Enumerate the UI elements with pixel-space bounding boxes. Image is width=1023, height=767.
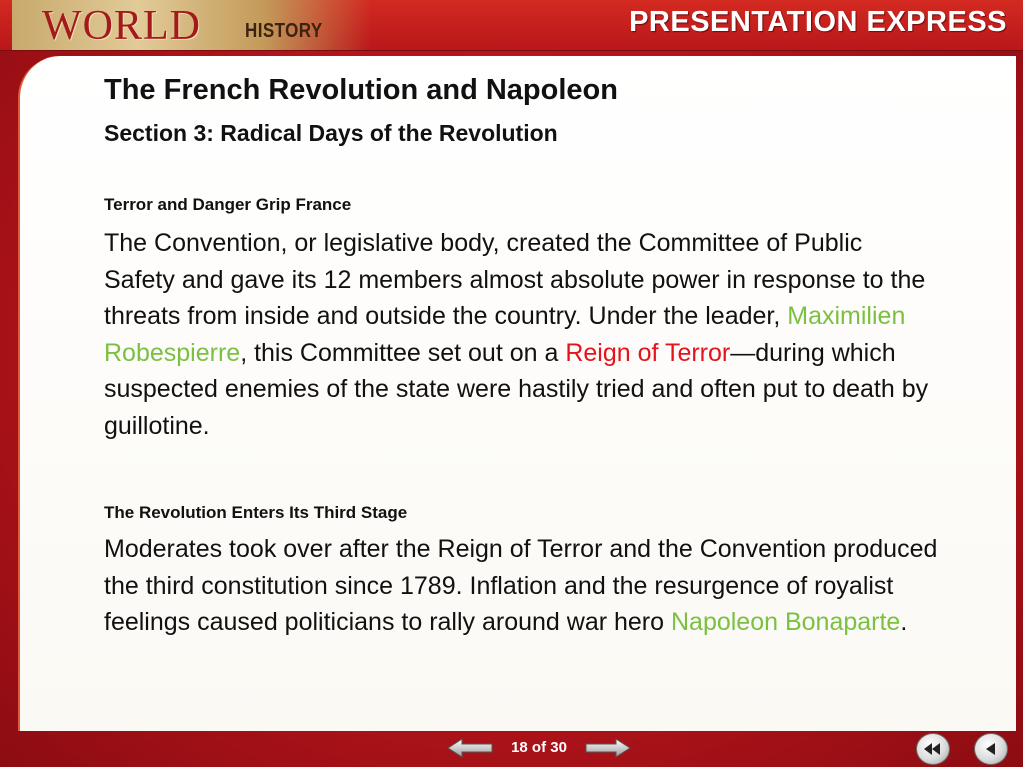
section-body-third-stage — [104, 531, 939, 641]
body-text: . — [900, 608, 908, 636]
previous-slide-button[interactable] — [446, 738, 494, 758]
world-history-logo — [12, 0, 372, 50]
rewind-icon — [917, 734, 949, 764]
body-text: Moderates took over after the Reign of Terror and the Convention produced the third constitution since 1789. Inflation and the resurgence of royalist feelings caused politicians to rally around war hero — [104, 535, 938, 636]
section-heading-terror: Terror and Danger Grip France — [104, 195, 352, 214]
term-reign-of-terror: Reign of Terror — [565, 338, 731, 367]
logo-world-text: WORLD — [42, 3, 201, 49]
slide-title: The French Revolution and Napoleon — [104, 74, 618, 106]
right-arrow-icon — [584, 738, 632, 758]
logo-history-text: HISTORY — [245, 20, 323, 42]
left-arrow-icon — [446, 738, 494, 758]
section-heading-third-stage: The Revolution Enters Its Third Stage — [104, 503, 408, 522]
back-icon — [975, 734, 1007, 764]
section-body-terror — [104, 225, 939, 444]
term-napoleon-bonaparte: Napoleon Bonaparte — [670, 608, 901, 636]
back-button[interactable] — [974, 733, 1008, 765]
next-slide-button[interactable] — [584, 738, 632, 758]
rewind-button[interactable] — [916, 733, 950, 765]
header-bar — [0, 0, 1023, 51]
slide-subtitle: Section 3: Radical Days of the Revolution — [104, 120, 558, 146]
body-text: —during which suspected enemies of the state were hastily tried and often put to death by guillotine. — [104, 338, 929, 440]
term-robespierre: Maximilien Robespierre — [104, 302, 906, 367]
body-text: , this Committee set out on a — [240, 338, 566, 367]
product-title: PRESENTATION EXPRESS — [629, 6, 1007, 38]
page-counter: 18 of 30 — [511, 739, 567, 756]
body-text: The Convention, or legislative body, created the Committee of Public Safety and gave its 12 members almost absolute power in response to the threats from inside and outside the country. Under the leader, — [104, 229, 926, 330]
